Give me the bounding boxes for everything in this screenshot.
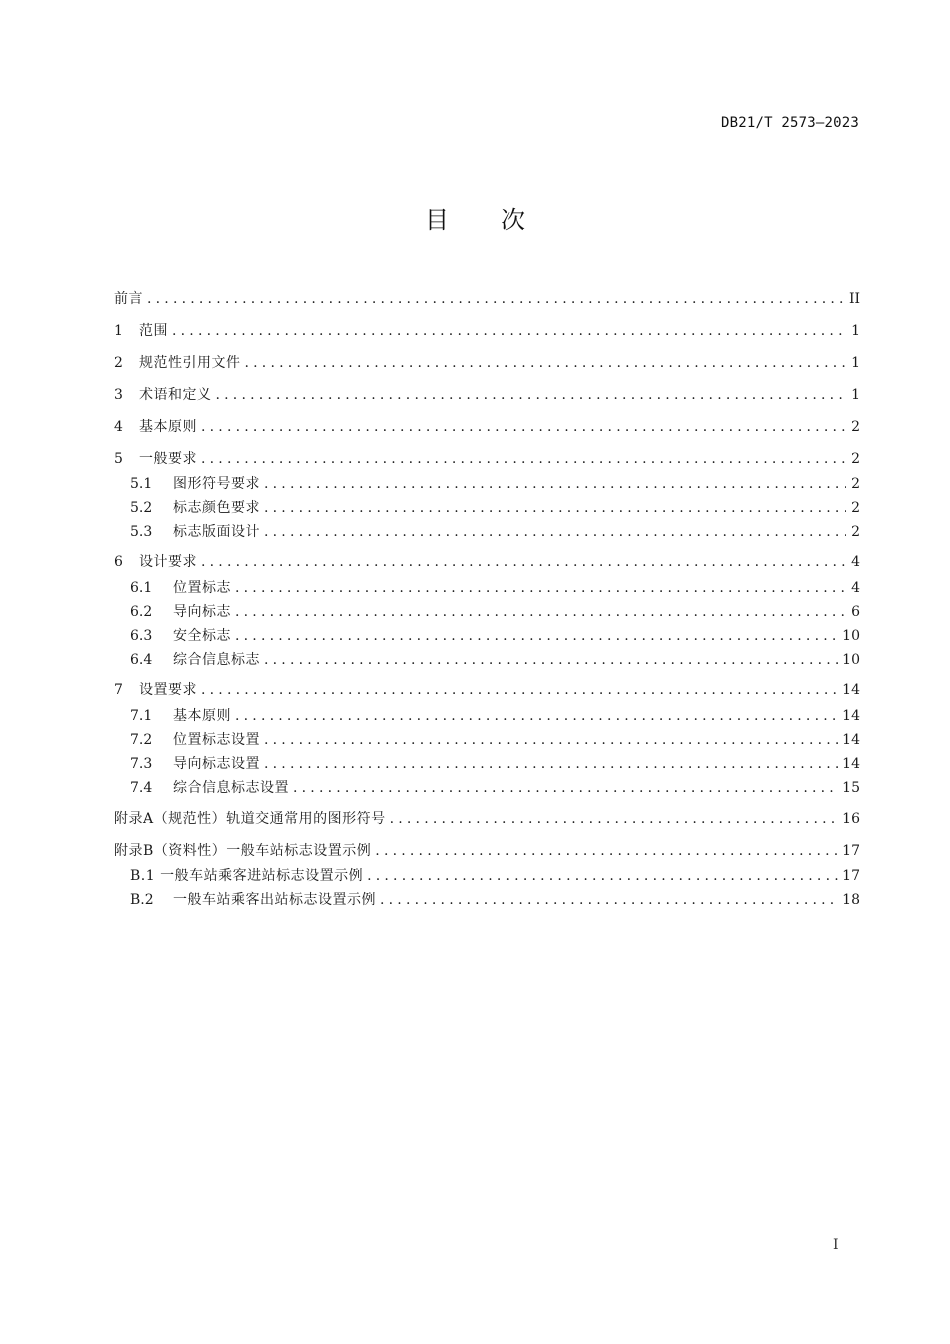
toc-label: 位置标志 [173, 580, 231, 596]
toc-number: 2 [114, 355, 123, 371]
toc-entry-b-2[interactable] [130, 891, 860, 909]
toc-label: 安全标志 [173, 628, 231, 644]
toc-page: 16 [842, 811, 860, 827]
toc-leader [264, 475, 846, 493]
toc-number: 7.2 [130, 732, 153, 748]
toc-entry-foreword[interactable] [114, 290, 860, 308]
toc-label: 基本原则 [173, 708, 231, 724]
toc-label: 设置要求 [139, 682, 197, 698]
toc-page: 15 [842, 780, 860, 796]
toc-leader [147, 290, 845, 308]
toc-entry-5-3[interactable] [130, 523, 860, 541]
toc-page: 10 [842, 628, 860, 644]
page-number: I [833, 1237, 839, 1253]
toc-label: 位置标志设置 [173, 732, 260, 748]
toc-page: 2 [851, 524, 860, 540]
toc-label: 范围 [139, 323, 168, 339]
toc-page: 2 [851, 451, 860, 467]
toc-leader [235, 579, 846, 597]
toc-entry-6[interactable] [114, 553, 860, 571]
toc-leader [235, 707, 838, 725]
toc-leader [367, 867, 838, 885]
toc-label: 前言 [114, 291, 143, 307]
toc-label: 综合信息标志设置 [173, 780, 289, 796]
toc-label: B.1 一般车站乘客进站标志设置示例 [130, 868, 364, 884]
toc-leader [245, 354, 847, 372]
toc-number: 4 [114, 419, 123, 435]
toc-number: 6.3 [130, 628, 153, 644]
toc-page: II [848, 291, 860, 307]
toc-leader [390, 810, 839, 828]
document-code: DB21/T 2573—2023 [720, 115, 859, 131]
toc-page: 17 [842, 868, 860, 884]
toc-page: 14 [842, 756, 860, 772]
toc-label: 附录A（规范性）轨道交通常用的图形符号 [114, 811, 386, 827]
toc-number: 5 [114, 451, 123, 467]
title-char-2: 次 [501, 206, 525, 234]
toc-label: 导向标志设置 [173, 756, 260, 772]
toc-label: 术语和定义 [139, 387, 212, 403]
toc-number: B.2 [130, 892, 154, 908]
toc-label: 设计要求 [139, 554, 197, 570]
toc-label: 基本原则 [139, 419, 197, 435]
toc-entry-7-2[interactable] [130, 731, 860, 749]
toc-label: 规范性引用文件 [139, 355, 241, 371]
toc-page: 4 [851, 554, 860, 570]
toc-entry-3[interactable] [114, 386, 860, 404]
toc-label: 导向标志 [173, 604, 231, 620]
toc-leader [380, 891, 838, 909]
toc-label: 图形符号要求 [173, 476, 260, 492]
toc-page: 1 [851, 323, 860, 339]
toc-leader [235, 627, 838, 645]
toc-entry-5[interactable] [114, 450, 860, 468]
toc-entry-appendix-a[interactable] [114, 810, 860, 828]
toc-label: 附录B（资料性）一般车站标志设置示例 [114, 843, 372, 859]
toc-leader [264, 731, 838, 749]
toc-leader [201, 681, 838, 699]
toc-leader [216, 386, 847, 404]
toc-page: 17 [842, 843, 860, 859]
toc-entry-4[interactable] [114, 418, 860, 436]
toc-page: 2 [851, 500, 860, 516]
toc-leader [201, 418, 846, 436]
toc-entry-6-4[interactable] [130, 651, 860, 669]
toc-page: 2 [851, 476, 860, 492]
toc-label: 一般车站乘客出站标志设置示例 [173, 892, 376, 908]
toc-entry-7-3[interactable] [130, 755, 860, 773]
toc-leader [201, 553, 846, 571]
toc-number: 5.2 [130, 500, 153, 516]
toc-page: 2 [851, 419, 860, 435]
toc-number: 7.3 [130, 756, 153, 772]
toc-entry-1[interactable] [114, 322, 860, 340]
toc-entry-appendix-b[interactable] [114, 842, 860, 860]
toc-number: 6.1 [130, 580, 153, 596]
toc-leader [264, 499, 846, 517]
toc-page: 18 [842, 892, 860, 908]
toc-leader [375, 842, 838, 860]
toc-number: 1 [114, 323, 123, 339]
toc-entry-5-2[interactable] [130, 499, 860, 517]
toc-page: 1 [851, 355, 860, 371]
toc-entry-7-1[interactable] [130, 707, 860, 725]
toc-number: 3 [114, 387, 123, 403]
toc-entry-b-1[interactable] [130, 867, 860, 885]
toc-entry-6-3[interactable] [130, 627, 860, 645]
toc-entry-6-2[interactable] [130, 603, 860, 621]
toc-page: 4 [851, 580, 860, 596]
toc-number: 5.1 [130, 476, 153, 492]
toc-number: 6 [114, 554, 123, 570]
toc-number: 6.2 [130, 604, 153, 620]
toc-label: 标志版面设计 [173, 524, 260, 540]
toc-entry-7-4[interactable] [130, 779, 860, 797]
toc-number: 7.1 [130, 708, 153, 724]
toc-leader [201, 450, 846, 468]
toc-number: 6.4 [130, 652, 153, 668]
toc-leader [264, 651, 838, 669]
toc-entry-6-1[interactable] [130, 579, 860, 597]
toc-leader [235, 603, 846, 621]
title-char-1: 目 [425, 206, 449, 234]
toc-entry-5-1[interactable] [130, 475, 860, 493]
toc-label: 标志颜色要求 [173, 500, 260, 516]
toc-number: 7 [114, 682, 123, 698]
toc-page: 14 [842, 708, 860, 724]
toc-entry-7[interactable] [114, 681, 860, 699]
toc-page: 6 [851, 604, 860, 620]
toc-leader [172, 322, 846, 340]
toc-entry-2[interactable] [114, 354, 860, 372]
toc-page: 1 [851, 387, 860, 403]
toc-number: 5.3 [130, 524, 153, 540]
toc-label: 综合信息标志 [173, 652, 260, 668]
toc-page: 10 [842, 652, 860, 668]
toc-leader [264, 755, 838, 773]
toc-label: 一般要求 [139, 451, 197, 467]
toc-leader [293, 779, 838, 797]
toc-number: 7.4 [130, 780, 153, 796]
toc-leader [264, 523, 846, 541]
toc-page: 14 [842, 732, 860, 748]
toc-page: 14 [842, 682, 860, 698]
